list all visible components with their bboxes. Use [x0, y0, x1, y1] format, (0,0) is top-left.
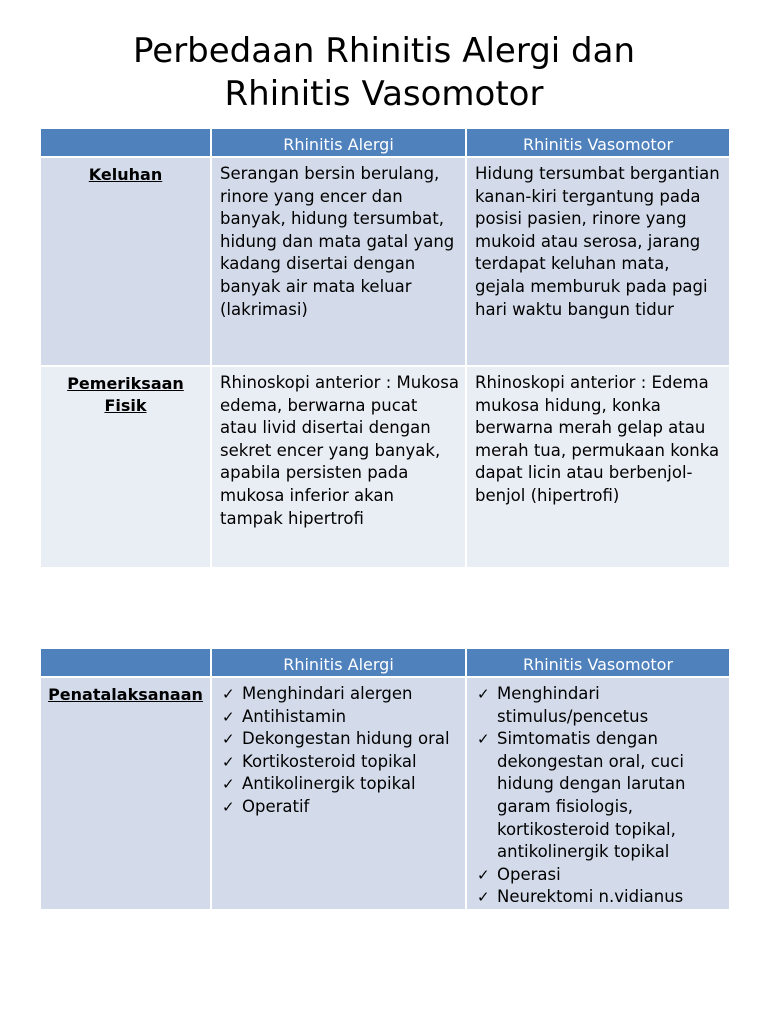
cell-pemeriksaan-alergi: Rhinoskopi anterior : Mukosa edema, berwarna pucat atau livid disertai dengan sekret encer yang banyak, apabila persisten pada mukosa inferior akan tampak hipertrofi [220, 373, 459, 528]
header-empty [40, 648, 211, 677]
header-rhinitis-alergi: Rhinitis Alergi [211, 128, 466, 157]
list-item-text: Antikolinergik topikal [242, 774, 416, 794]
row-label-penatalaksanaan: Penatalaksanaan [40, 677, 211, 910]
list-item-text: Antihistamin [242, 706, 347, 726]
list-item [475, 683, 723, 728]
list-item [220, 683, 459, 706]
treatment-list-vasomotor [475, 683, 723, 909]
list-item [220, 751, 459, 774]
cell-pemeriksaan-vasomotor: Rhinoskopi anterior : Edema mukosa hidung, konka berwarna merah gelap atau merah tua, permukaan konka dapat licin atau berbenjol-benjol (hipertrofi) [466, 366, 730, 568]
cell-keluhan-alergi: Serangan bersin berulang, rinore yang encer dan banyak, hidung tersumbat, hidung dan mata gatal yang kadang disertai dengan banyak air mata keluar (lakrimasi) [211, 157, 466, 366]
list-item [220, 796, 459, 819]
list-item [475, 728, 723, 864]
row-label-pemeriksaan-fisik: Pemeriksaan Fisik [40, 366, 211, 568]
list-item [220, 773, 459, 796]
check-icon: ✓ [222, 685, 235, 703]
list-item [475, 864, 723, 887]
title-line-2: Rhinitis Vasomotor [224, 74, 544, 114]
list-item-text: Simtomatis dengan dekongestan oral, cuci hidung dengan larutan garam fisiologis, kortikosteroid topikal, antikolinergik topikal [497, 729, 686, 862]
check-icon: ✓ [477, 685, 490, 703]
comparison-table-1 [39, 127, 731, 569]
check-icon: ✓ [222, 707, 235, 726]
table-row-pemeriksaan-fisik [40, 366, 730, 568]
comparison-table-2 [39, 647, 731, 911]
check-icon: ✓ [222, 797, 235, 816]
header-rhinitis-alergi: Rhinitis Alergi [211, 648, 466, 677]
list-item-text: Operatif [242, 796, 310, 816]
page-title [0, 30, 768, 116]
table-header-row [40, 128, 730, 157]
list-item-text: Neurektomi n.vidianus [497, 887, 684, 907]
header-rhinitis-vasomotor: Rhinitis Vasomotor [466, 648, 730, 677]
list-item [220, 706, 459, 729]
table-header-row [40, 648, 730, 677]
cell-keluhan-vasomotor: Hidung tersumbat bergantian kanan-kiri tergantung pada posisi pasien, rinore yang mukoid atau serosa, jarang terdapat keluhan mata, gejala memburuk pada pagi hari waktu bangun tidur [466, 157, 730, 366]
cell-penatalaksanaan-alergi [211, 677, 466, 910]
list-item-text: Operasi [497, 864, 561, 884]
header-rhinitis-vasomotor: Rhinitis Vasomotor [466, 128, 730, 157]
list-item-text: Kortikosteroid topikal [242, 751, 417, 771]
check-icon: ✓ [222, 752, 235, 771]
row-label-keluhan: Keluhan [40, 157, 211, 366]
check-icon: ✓ [222, 730, 235, 749]
list-item [220, 728, 459, 751]
check-icon: ✓ [222, 775, 235, 794]
header-empty [40, 128, 211, 157]
cell-penatalaksanaan-vasomotor [466, 677, 730, 910]
check-icon: ✓ [477, 888, 490, 907]
check-icon: ✓ [477, 730, 490, 749]
table-row-penatalaksanaan [40, 677, 730, 910]
treatment-list-alergi [220, 683, 459, 819]
check-icon: ✓ [477, 865, 490, 884]
list-item-text: Menghindari stimulus/pencetus [497, 684, 649, 726]
table-row-keluhan [40, 157, 730, 366]
list-item-text: Dekongestan hidung oral [242, 729, 450, 749]
list-item-text: Menghindari alergen [242, 684, 413, 703]
list-item [475, 886, 723, 909]
title-line-1: Perbedaan Rhinitis Alergi dan [132, 31, 635, 71]
